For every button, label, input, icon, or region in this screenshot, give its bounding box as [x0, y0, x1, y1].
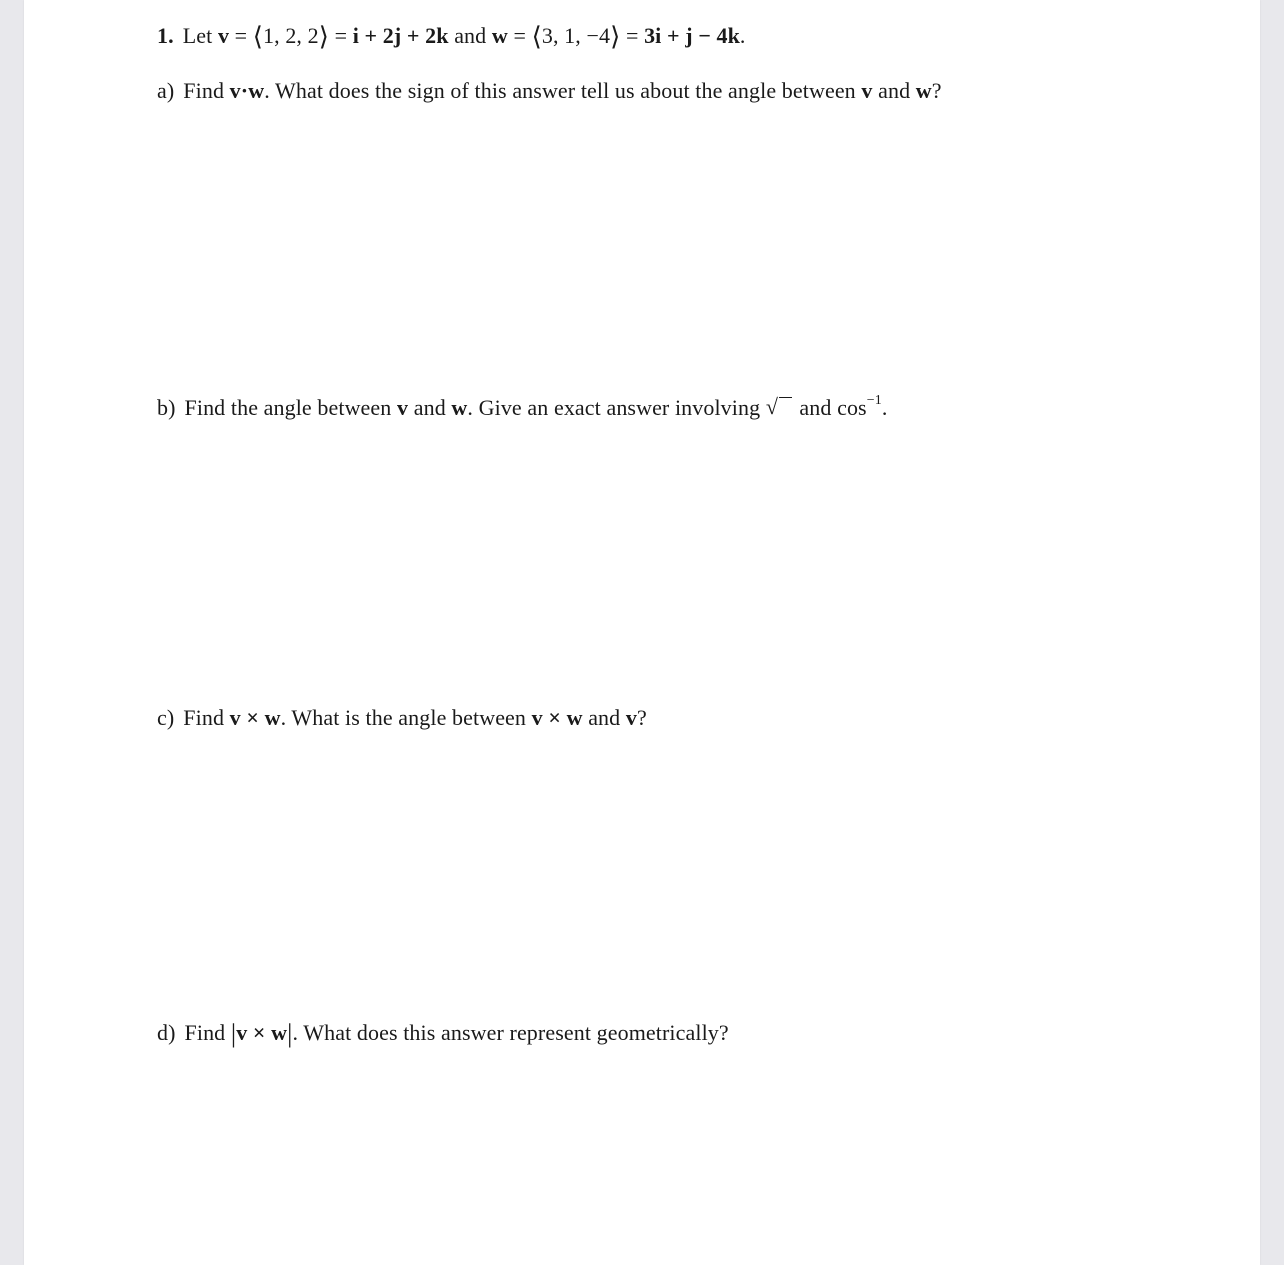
- angle-bracket-open: ⟨: [531, 22, 542, 51]
- v-components: 1, 2, 2: [263, 23, 319, 48]
- part-b-text-3: and cos: [799, 395, 867, 420]
- part-d: [157, 1021, 729, 1047]
- part-c: [157, 707, 647, 729]
- vector-v: v: [397, 395, 409, 420]
- cross-product-expr: v × w: [236, 1020, 288, 1045]
- angle-bracket-close: ⟩: [610, 22, 621, 51]
- problem-intro: [157, 24, 746, 50]
- cross-product-expr: v × w: [531, 705, 583, 730]
- v-unit-form: i + 2j + 2k: [352, 23, 449, 48]
- part-b-text-2: . Give an exact answer involving: [467, 395, 761, 420]
- w-components: 3, 1, −4: [541, 23, 611, 48]
- period: .: [739, 23, 746, 48]
- problem-number: 1.: [157, 23, 174, 48]
- worksheet-page: [24, 0, 1260, 1265]
- equals-sign: =: [234, 23, 248, 48]
- part-a-and: and: [878, 78, 911, 103]
- question-mark: ?: [931, 78, 942, 103]
- intro-and: and: [454, 23, 487, 48]
- part-c-text-2: . What is the angle between: [280, 705, 527, 730]
- vector-v: v: [861, 78, 873, 103]
- part-a-text-2: . What does the sign of this answer tell us about the angle between: [264, 78, 856, 103]
- intro-let: Let: [182, 23, 213, 48]
- angle-bracket-open: ⟨: [252, 22, 264, 51]
- vector-w: w: [915, 78, 932, 103]
- part-d-text-2: . What does this answer represent geometrically?: [292, 1020, 729, 1045]
- equals-sign: =: [334, 23, 348, 48]
- period: .: [881, 395, 888, 420]
- part-c-and: and: [588, 705, 621, 730]
- part-a-label: a): [157, 78, 175, 103]
- part-c-text-1: Find: [183, 705, 225, 730]
- part-d-text-1: Find: [184, 1020, 226, 1045]
- w-unit-form: 3i + j − 4k: [644, 23, 740, 48]
- vector-w: w: [491, 23, 508, 48]
- magnitude-bar-left: |: [230, 1019, 237, 1048]
- radical-sign: √: [765, 394, 778, 419]
- radical-vinculum: [779, 397, 792, 398]
- equals-sign: =: [625, 23, 639, 48]
- part-a: [157, 80, 942, 102]
- part-b-and: and: [413, 395, 446, 420]
- part-c-label: c): [157, 705, 175, 730]
- square-root-symbol: [765, 394, 794, 419]
- angle-bracket-close: ⟩: [318, 22, 329, 51]
- part-b: [157, 394, 887, 419]
- vector-w: w: [451, 395, 468, 420]
- part-a-text-1: Find: [183, 78, 225, 103]
- part-b-text-1: Find the angle between: [184, 395, 392, 420]
- equals-sign: =: [513, 23, 526, 48]
- part-d-label: d): [157, 1020, 176, 1045]
- vector-v: v: [625, 705, 637, 730]
- dot-product-expr: v·w: [229, 78, 265, 103]
- vector-v: v: [217, 23, 230, 48]
- inverse-superscript: −1: [866, 393, 882, 408]
- part-b-label: b): [157, 395, 176, 420]
- cross-product-expr: v × w: [229, 705, 281, 730]
- magnitude-bar-right: |: [287, 1019, 293, 1048]
- question-mark: ?: [636, 705, 647, 730]
